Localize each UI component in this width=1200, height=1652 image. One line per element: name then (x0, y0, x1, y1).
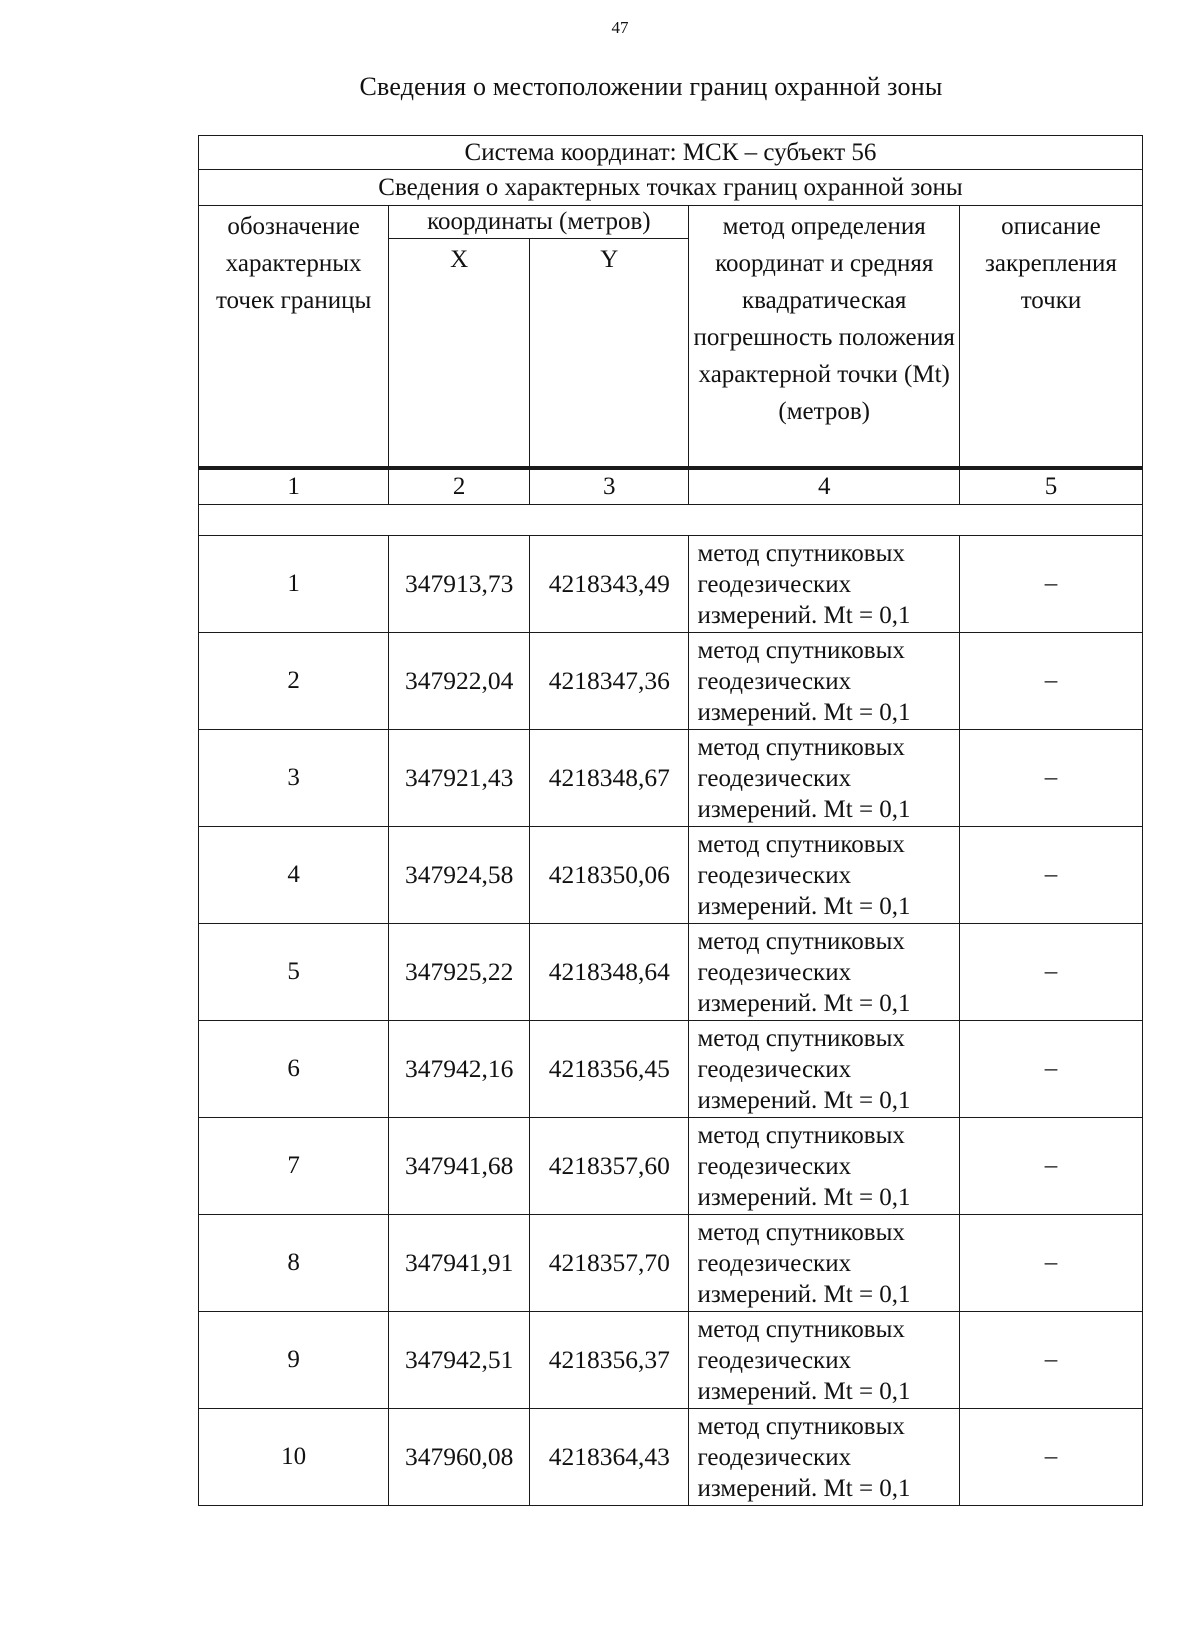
table-row (199, 536, 1143, 633)
x-coordinate-cell: 347960,08 (389, 1409, 530, 1506)
x-coordinate-cell: 347913,73 (389, 536, 530, 633)
y-coordinate-cell: 4218356,37 (530, 1312, 689, 1409)
point-cell: 6 (199, 1021, 389, 1118)
y-coordinate-cell: 4218347,36 (530, 633, 689, 730)
coordinates-table (198, 135, 1143, 1506)
header-method: метод определения координат и средняя квадратическая погрешность положения характерной точки (Mt) (метров) (689, 206, 959, 469)
description-cell: – (959, 924, 1142, 1021)
y-coordinate-cell: 4218364,43 (530, 1409, 689, 1506)
description-cell: – (959, 1409, 1142, 1506)
method-cell: метод спутниковых геодезических измерений. Mt = 0,1 (689, 1312, 959, 1409)
document-title: Сведения о местоположении границ охранной зоны (359, 72, 943, 101)
method-cell: метод спутниковых геодезических измерений. Mt = 0,1 (689, 1215, 959, 1312)
header-x: X (389, 239, 530, 469)
table-row (199, 1021, 1143, 1118)
point-cell: 4 (199, 827, 389, 924)
table-row (199, 1409, 1143, 1506)
point-cell: 9 (199, 1312, 389, 1409)
x-coordinate-cell: 347942,51 (389, 1312, 530, 1409)
y-coordinate-cell: 4218357,70 (530, 1215, 689, 1312)
coordinate-system-row: Система координат: МСК – субъект 56 (199, 136, 1143, 170)
description-cell: – (959, 1215, 1142, 1312)
method-cell: метод спутниковых геодезических измерений. Mt = 0,1 (689, 536, 959, 633)
column-number: 3 (530, 468, 689, 505)
method-cell: метод спутниковых геодезических измерений. Mt = 0,1 (689, 633, 959, 730)
description-cell: – (959, 827, 1142, 924)
header-coordinates: координаты (метров) (389, 206, 689, 239)
table-subtitle-row: Сведения о характерных точках границ охранной зоны (199, 170, 1143, 206)
description-cell: – (959, 1312, 1142, 1409)
column-number: 1 (199, 468, 389, 505)
table-row (199, 730, 1143, 827)
column-number: 4 (689, 468, 959, 505)
header-description: описание закрепления точки (959, 206, 1142, 469)
method-cell: метод спутниковых геодезических измерений. Mt = 0,1 (689, 924, 959, 1021)
y-coordinate-cell: 4218356,45 (530, 1021, 689, 1118)
header-point-designation: обозначение характерных точек границы (199, 206, 389, 469)
point-cell: 2 (199, 633, 389, 730)
table-row (199, 827, 1143, 924)
x-coordinate-cell: 347942,16 (389, 1021, 530, 1118)
point-cell: 5 (199, 924, 389, 1021)
header-y: Y (530, 239, 689, 469)
description-cell: – (959, 536, 1142, 633)
point-cell: 1 (199, 536, 389, 633)
y-coordinate-cell: 4218348,64 (530, 924, 689, 1021)
point-cell: 8 (199, 1215, 389, 1312)
method-cell: метод спутниковых геодезических измерений. Mt = 0,1 (689, 1118, 959, 1215)
method-cell: метод спутниковых геодезических измерений. Mt = 0,1 (689, 1021, 959, 1118)
method-cell: метод спутниковых геодезических измерений. Mt = 0,1 (689, 730, 959, 827)
point-cell: 7 (199, 1118, 389, 1215)
x-coordinate-cell: 347921,43 (389, 730, 530, 827)
description-cell: – (959, 1021, 1142, 1118)
x-coordinate-cell: 347941,68 (389, 1118, 530, 1215)
y-coordinate-cell: 4218348,67 (530, 730, 689, 827)
y-coordinate-cell: 4218343,49 (530, 536, 689, 633)
description-cell: – (959, 633, 1142, 730)
point-cell: 3 (199, 730, 389, 827)
y-coordinate-cell: 4218357,60 (530, 1118, 689, 1215)
point-cell: 10 (199, 1409, 389, 1506)
x-coordinate-cell: 347925,22 (389, 924, 530, 1021)
x-coordinate-cell: 347922,04 (389, 633, 530, 730)
method-cell: метод спутниковых геодезических измерений. Mt = 0,1 (689, 827, 959, 924)
method-cell: метод спутниковых геодезических измерений. Mt = 0,1 (689, 1409, 959, 1506)
table-row (199, 924, 1143, 1021)
x-coordinate-cell: 347941,91 (389, 1215, 530, 1312)
table-row (199, 1312, 1143, 1409)
x-coordinate-cell: 347924,58 (389, 827, 530, 924)
table-row (199, 633, 1143, 730)
blank-row (199, 505, 1143, 536)
description-cell: – (959, 730, 1142, 827)
table-row (199, 1118, 1143, 1215)
column-number: 5 (959, 468, 1142, 505)
description-cell: – (959, 1118, 1142, 1215)
page-number: 47 (611, 18, 629, 37)
column-number: 2 (389, 468, 530, 505)
y-coordinate-cell: 4218350,06 (530, 827, 689, 924)
table-row (199, 1215, 1143, 1312)
